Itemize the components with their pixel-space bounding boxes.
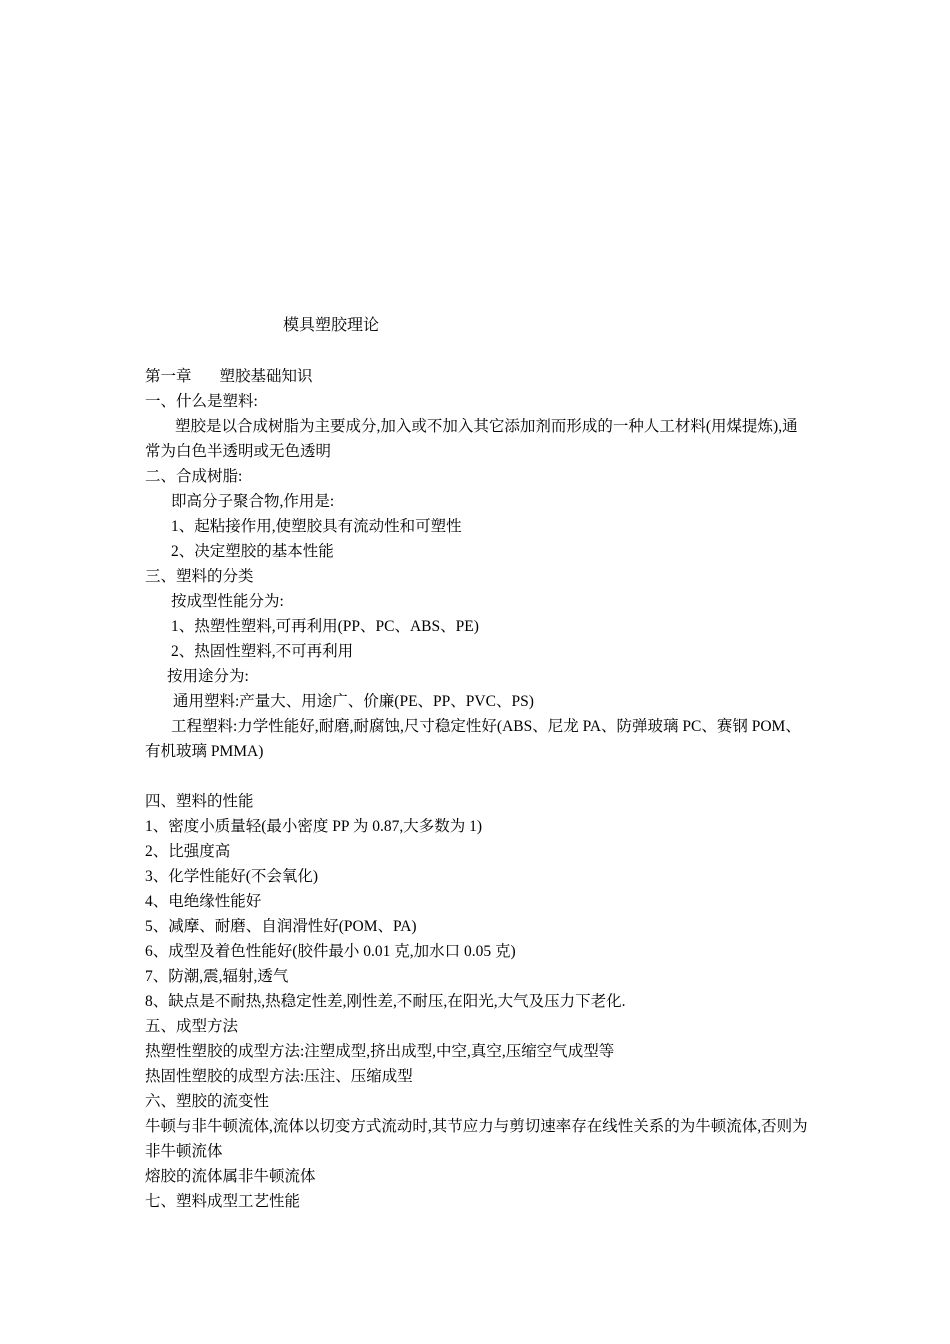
section-heading-2: 二、合成树脂: bbox=[145, 468, 243, 485]
list-item: 2、热固性塑料,不可再利用 bbox=[171, 643, 354, 660]
list-item: 2、比强度高 bbox=[145, 843, 231, 860]
melt-fluid-note: 熔胶的流体属非牛顿流体 bbox=[145, 1168, 316, 1185]
thermoplastic-methods: 热塑性塑胶的成型方法:注塑成型,挤出成型,中空,真空,压缩空气成型等 bbox=[145, 1043, 615, 1060]
section-1-paragraph: 塑胶是以合成树脂为主要成分,加入或不加入其它添加剂而形成的一种人工材料(用煤提炼),通常为白色半透明或无色透明 bbox=[145, 418, 798, 460]
list-item: 3、化学性能好(不会氧化) bbox=[145, 868, 319, 885]
thermoset-methods: 热固性塑胶的成型方法:压注、压缩成型 bbox=[145, 1068, 413, 1085]
list-item: 1、密度小质量轻(最小密度 PP 为 0.87,大多数为 1) bbox=[145, 818, 482, 835]
list-item: 5、减摩、耐磨、自润滑性好(POM、PA) bbox=[145, 918, 417, 935]
rheology-paragraph: 牛顿与非牛顿流体,流体以切变方式流动时,其节应力与剪切速率存在线性关系的为牛顿流体,否则为非牛顿流体 bbox=[145, 1118, 808, 1160]
section-2-intro: 即高分子聚合物,作用是: bbox=[171, 493, 335, 510]
list-item: 4、电绝缘性能好 bbox=[145, 893, 262, 910]
document-body bbox=[145, 364, 810, 1214]
chapter-number: 第一章 bbox=[145, 368, 192, 385]
section-heading-5: 五、成型方法 bbox=[145, 1018, 239, 1035]
classification-by-use: 按用途分为: bbox=[167, 668, 249, 685]
list-item: 1、热塑性塑料,可再利用(PP、PC、ABS、PE) bbox=[171, 618, 479, 635]
section-heading-7: 七、塑料成型工艺性能 bbox=[145, 1193, 301, 1210]
list-item: 7、防潮,震,辐射,透气 bbox=[145, 968, 289, 985]
chapter-name: 塑胶基础知识 bbox=[219, 368, 313, 385]
chapter-heading bbox=[145, 364, 810, 389]
list-item: 2、决定塑胶的基本性能 bbox=[171, 543, 334, 560]
section-heading-4: 四、塑料的性能 bbox=[145, 793, 254, 810]
document-title: 模具塑胶理论 bbox=[283, 317, 380, 334]
list-item: 8、缺点是不耐热,热稳定性差,刚性差,不耐压,在阳光,大气及压力下老化. bbox=[145, 993, 626, 1010]
list-item: 6、成型及着色性能好(胶件最小 0.01 克,加水口 0.05 克) bbox=[145, 943, 516, 960]
classification-by-molding: 按成型性能分为: bbox=[171, 593, 284, 610]
blank-line bbox=[145, 764, 810, 789]
section-heading-6: 六、塑胶的流变性 bbox=[145, 1093, 270, 1110]
section-heading-1: 一、什么是塑料: bbox=[145, 393, 258, 410]
general-plastics: 通用塑料:产量大、用途广、价廉(PE、PP、PVC、PS) bbox=[173, 693, 534, 710]
list-item: 1、起粘接作用,使塑胶具有流动性和可塑性 bbox=[171, 518, 462, 535]
engineering-plastics: 工程塑料:力学性能好,耐磨,耐腐蚀,尺寸稳定性好(ABS、尼龙 PA、防弹玻璃 PC、赛钢 POM、有机玻璃 PMMA) bbox=[145, 718, 801, 760]
section-heading-3: 三、塑料的分类 bbox=[145, 568, 254, 585]
